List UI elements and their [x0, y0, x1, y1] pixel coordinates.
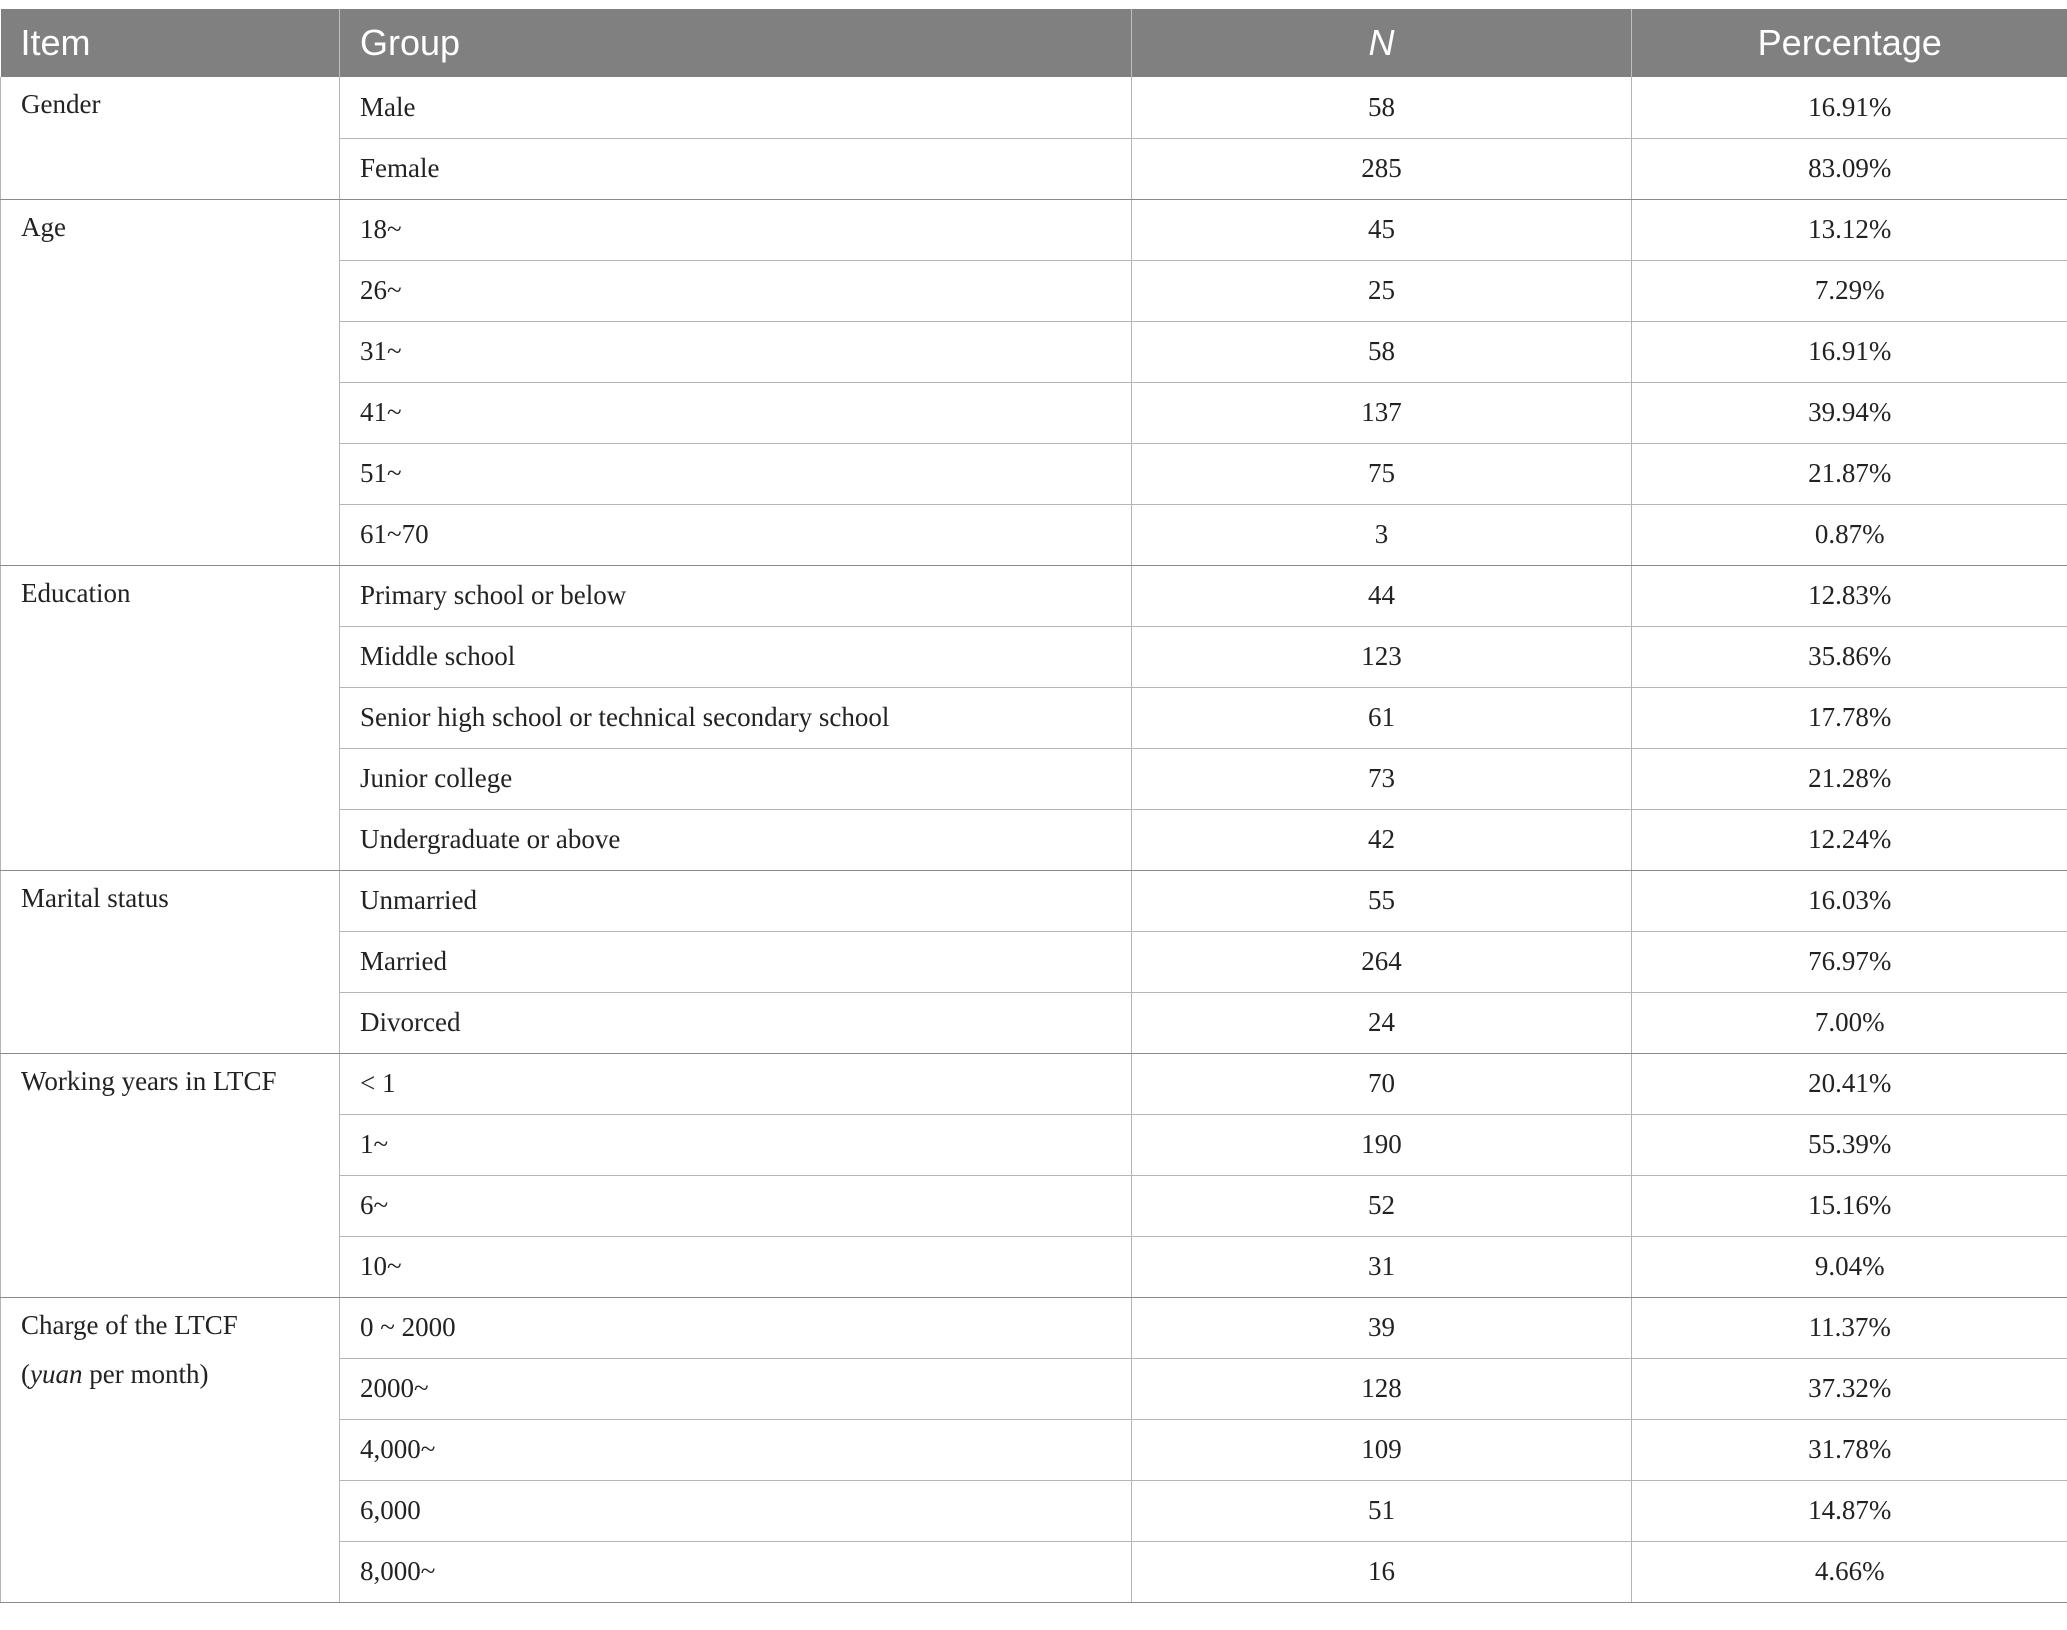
percentage-cell: 14.87% — [1632, 1480, 2067, 1541]
group-cell: 0 ~ 2000 — [340, 1297, 1132, 1358]
group-cell: Male — [340, 77, 1132, 138]
item-label: Gender — [21, 89, 101, 119]
percentage-cell: 35.86% — [1632, 626, 2067, 687]
percentage-cell: 12.83% — [1632, 565, 2067, 626]
item-cell — [1, 199, 340, 565]
group-cell: 4,000~ — [340, 1419, 1132, 1480]
percentage-cell: 16.91% — [1632, 321, 2067, 382]
group-cell: 31~ — [340, 321, 1132, 382]
n-cell: 128 — [1132, 1358, 1632, 1419]
percentage-cell: 0.87% — [1632, 504, 2067, 565]
group-cell: 6~ — [340, 1175, 1132, 1236]
group-cell: Married — [340, 931, 1132, 992]
percentage-cell: 39.94% — [1632, 382, 2067, 443]
item-label: Education — [21, 577, 131, 608]
percentage-cell: 37.32% — [1632, 1358, 2067, 1419]
n-cell: 25 — [1132, 260, 1632, 321]
group-cell: Undergraduate or above — [340, 809, 1132, 870]
percentage-cell: 7.00% — [1632, 992, 2067, 1053]
n-cell: 73 — [1132, 748, 1632, 809]
percentage-cell: 21.87% — [1632, 443, 2067, 504]
group-cell: 51~ — [340, 443, 1132, 504]
percentage-cell: 12.24% — [1632, 809, 2067, 870]
item-label-unit: yuan — [30, 1358, 83, 1389]
n-cell: 285 — [1132, 138, 1632, 199]
header-percentage: Percentage — [1632, 9, 2067, 77]
group-cell: Junior college — [340, 748, 1132, 809]
group-cell: 61~70 — [340, 504, 1132, 565]
percentage-cell: 15.16% — [1632, 1175, 2067, 1236]
n-cell: 58 — [1132, 321, 1632, 382]
percentage-cell: 83.09% — [1632, 138, 2067, 199]
n-cell: 109 — [1132, 1419, 1632, 1480]
item-label-rest: per month) — [82, 1358, 209, 1389]
n-cell: 52 — [1132, 1175, 1632, 1236]
group-cell: Primary school or below — [340, 565, 1132, 626]
item-label: Marital status — [21, 882, 169, 913]
n-cell: 44 — [1132, 565, 1632, 626]
group-cell: 41~ — [340, 382, 1132, 443]
n-cell: 45 — [1132, 199, 1632, 260]
n-cell: 51 — [1132, 1480, 1632, 1541]
n-cell: 264 — [1132, 931, 1632, 992]
group-cell: 6,000 — [340, 1480, 1132, 1541]
percentage-cell: 21.28% — [1632, 748, 2067, 809]
table-row — [1, 1053, 2067, 1114]
n-cell: 31 — [1132, 1236, 1632, 1297]
n-cell: 190 — [1132, 1114, 1632, 1175]
group-cell: 26~ — [340, 260, 1132, 321]
group-cell: 2000~ — [340, 1358, 1132, 1419]
demographics-table — [0, 9, 2067, 1603]
item-label-open-paren: ( — [21, 1358, 30, 1389]
group-cell: Female — [340, 138, 1132, 199]
group-cell: Unmarried — [340, 870, 1132, 931]
n-cell: 137 — [1132, 382, 1632, 443]
group-cell: 8,000~ — [340, 1541, 1132, 1602]
item-cell — [1, 565, 340, 870]
n-cell: 75 — [1132, 443, 1632, 504]
percentage-cell: 31.78% — [1632, 1419, 2067, 1480]
percentage-cell: 20.41% — [1632, 1053, 2067, 1114]
item-label-line2 — [21, 1350, 339, 1399]
item-label: Charge of the LTCF — [21, 1309, 238, 1340]
percentage-cell: 16.03% — [1632, 870, 2067, 931]
percentage-cell: 9.04% — [1632, 1236, 2067, 1297]
n-cell: 61 — [1132, 687, 1632, 748]
item-cell — [1, 870, 340, 1053]
demographics-table-container — [0, 9, 2067, 1603]
n-cell: 70 — [1132, 1053, 1632, 1114]
table-row — [1, 1297, 2067, 1358]
group-cell: Senior high school or technical secondary school — [340, 687, 1132, 748]
percentage-cell: 76.97% — [1632, 931, 2067, 992]
table-row — [1, 565, 2067, 626]
table-header — [1, 9, 2067, 77]
table-row — [1, 77, 2067, 138]
n-cell: 58 — [1132, 77, 1632, 138]
group-cell: Divorced — [340, 992, 1132, 1053]
item-cell — [1, 77, 340, 199]
item-label: Working years in LTCF — [21, 1065, 277, 1096]
n-cell: 55 — [1132, 870, 1632, 931]
percentage-cell: 11.37% — [1632, 1297, 2067, 1358]
percentage-cell: 13.12% — [1632, 199, 2067, 260]
percentage-cell: 7.29% — [1632, 260, 2067, 321]
percentage-cell: 55.39% — [1632, 1114, 2067, 1175]
table-row — [1, 199, 2067, 260]
item-cell — [1, 1297, 340, 1602]
item-label: Age — [21, 211, 66, 242]
n-cell: 16 — [1132, 1541, 1632, 1602]
header-n: N — [1132, 9, 1632, 77]
table-body — [1, 77, 2067, 1602]
group-cell: Middle school — [340, 626, 1132, 687]
group-cell: 18~ — [340, 199, 1132, 260]
header-row — [1, 9, 2067, 77]
percentage-cell: 17.78% — [1632, 687, 2067, 748]
group-cell: < 1 — [340, 1053, 1132, 1114]
header-item: Item — [1, 9, 340, 77]
n-cell: 123 — [1132, 626, 1632, 687]
n-cell: 24 — [1132, 992, 1632, 1053]
item-cell — [1, 1053, 340, 1297]
header-group: Group — [340, 9, 1132, 77]
n-cell: 42 — [1132, 809, 1632, 870]
percentage-cell: 4.66% — [1632, 1541, 2067, 1602]
table-row — [1, 870, 2067, 931]
n-cell: 3 — [1132, 504, 1632, 565]
group-cell: 10~ — [340, 1236, 1132, 1297]
n-cell: 39 — [1132, 1297, 1632, 1358]
group-cell: 1~ — [340, 1114, 1132, 1175]
percentage-cell: 16.91% — [1632, 77, 2067, 138]
